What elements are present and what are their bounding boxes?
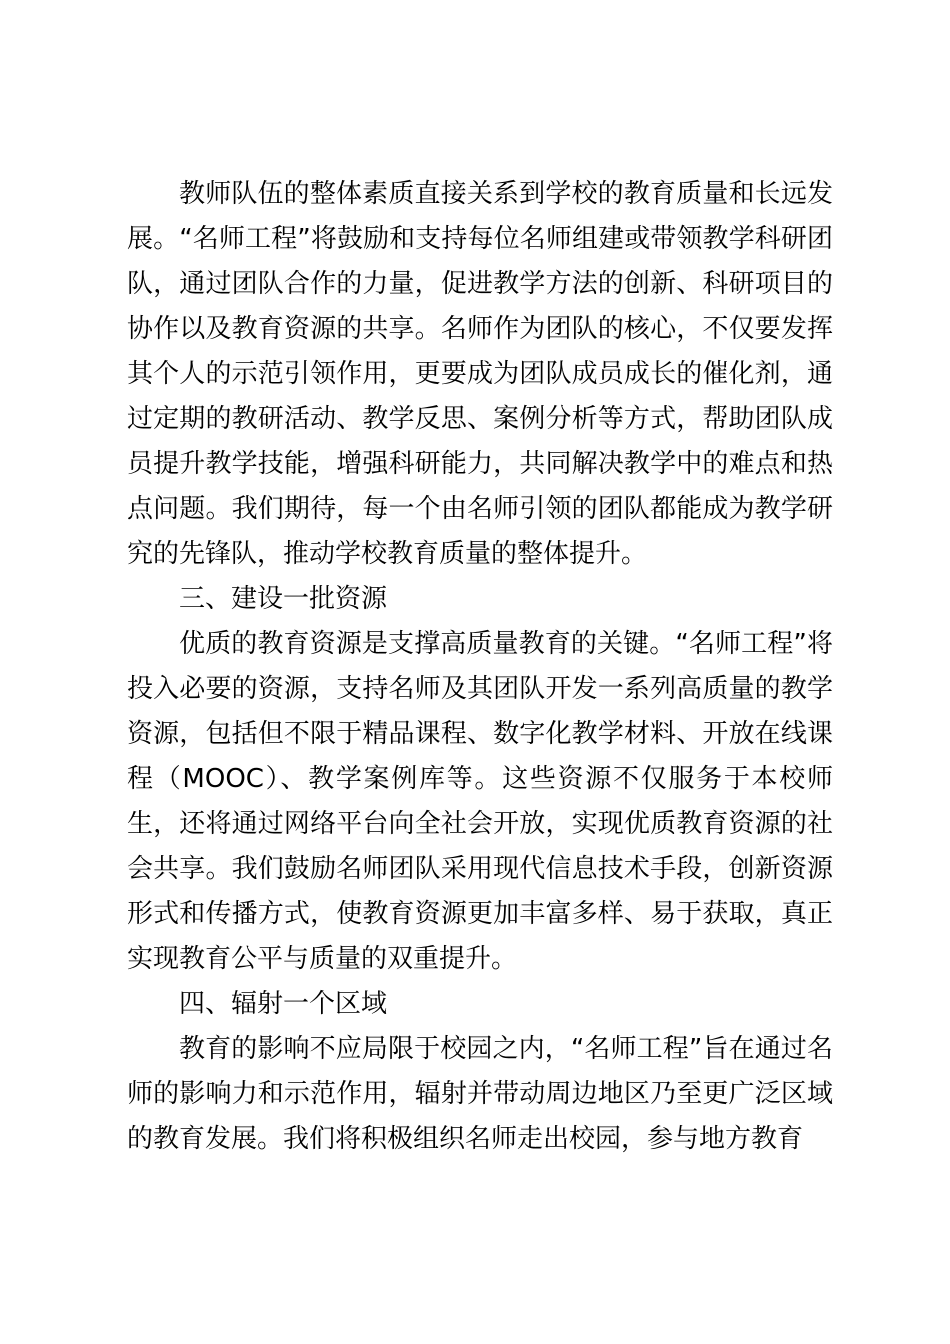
section-heading-region: 四、辐射一个区域 — [179, 989, 388, 1019]
paragraph-resources: 优质的教育资源是支撑高质量教育的关键。“名师工程”将投入必要的资源，支持名师及其团队开发一系列高质量的教学资源，包括但不限于精品课程、数字化教学材料、开放在线课程（MOOC）、教学案例库等。这些资源不仅服务于本校师生，还将通过网络平台向全社会开放，实现优质教育资源的社会共享。我们鼓励名师团队采用现代信息技术手段，创新资源形式和传播方式，使教育资源更加丰富多样、易于获取，真正实现教育公平与质量的双重提升。 — [127, 629, 833, 974]
document-body — [127, 172, 833, 1162]
paragraph-team-building: 教师队伍的整体素质直接关系到学校的教育质量和长远发展。“名师工程”将鼓励和支持每位名师组建或带领教学科研团队，通过团队合作的力量，促进教学方法的创新、科研项目的协作以及教育资源的共享。名师作为团队的核心，不仅要发挥其个人的示范引领作用，更要成为团队成员成长的催化剂，通过定期的教研活动、教学反思、案例分析等方式，帮助团队成员提升教学技能，增强科研能力，共同解决教学中的难点和热点问题。我们期待，每一个由名师引领的团队都能成为教学研究的先锋队，推动学校教育质量的整体提升。 — [127, 179, 833, 569]
paragraph-region: 教育的影响不应局限于校园之内，“名师工程”旨在通过名师的影响力和示范作用，辐射并带动周边地区乃至更广泛区域的教育发展。我们将积极组织名师走出校园，参与地方教育 — [127, 1034, 833, 1154]
section-heading-resources: 三、建设一批资源 — [179, 584, 388, 614]
